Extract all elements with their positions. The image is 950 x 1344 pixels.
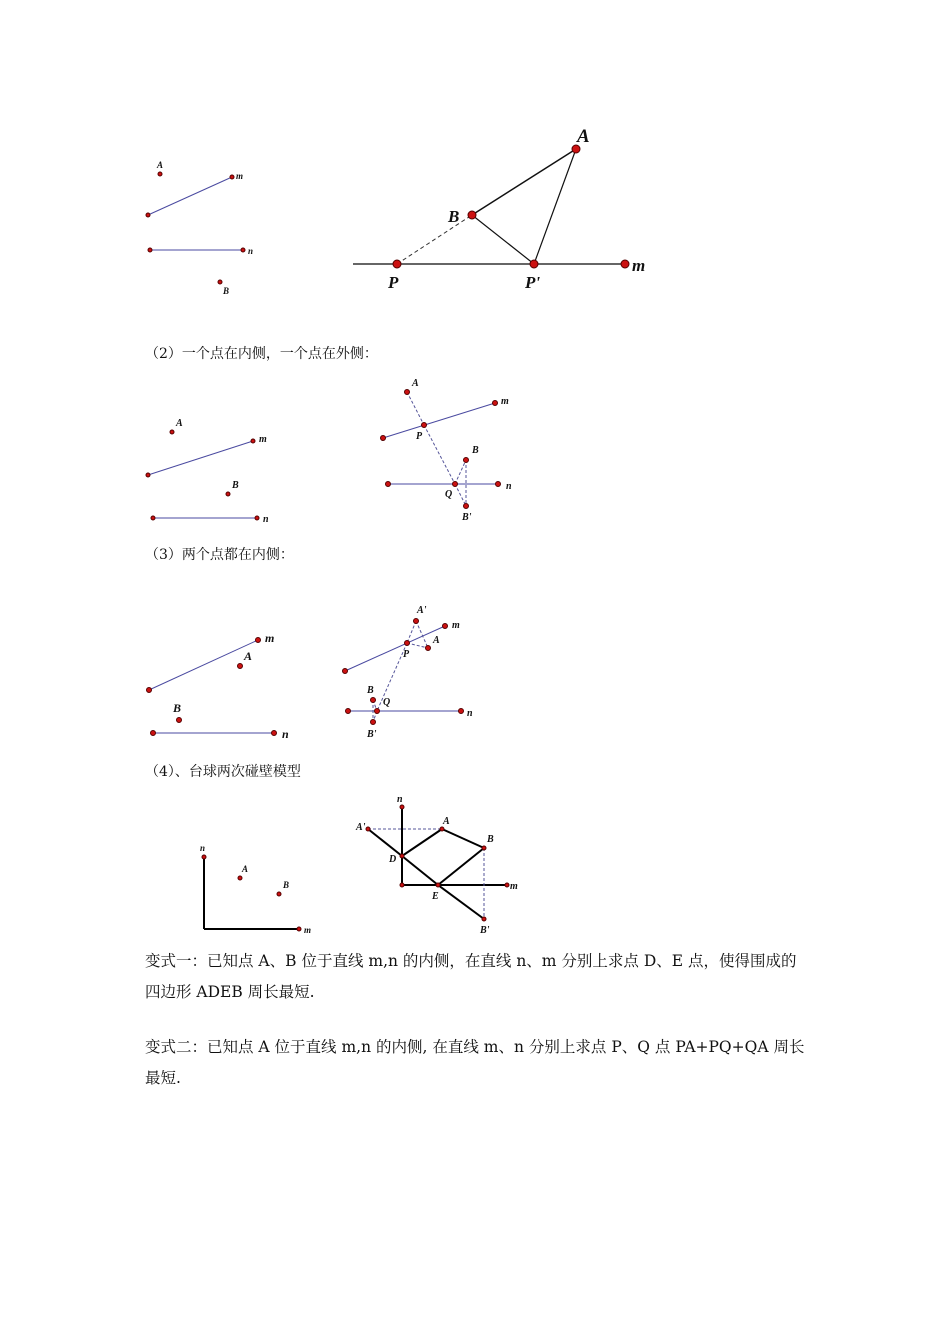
point-b xyxy=(371,698,376,703)
label-m: m xyxy=(236,171,244,181)
point-a-prime xyxy=(366,827,370,831)
point-b-prime xyxy=(482,917,486,921)
point-m-end xyxy=(256,638,261,643)
figure-3-left xyxy=(147,631,290,741)
point-n-end xyxy=(272,731,277,736)
point-b-prime xyxy=(464,504,469,509)
point-q xyxy=(375,709,380,714)
point-b xyxy=(468,211,476,219)
line-m xyxy=(148,441,253,475)
label-a-prime: A' xyxy=(417,605,427,616)
figure-2-left xyxy=(146,418,269,525)
point-b xyxy=(177,718,182,723)
point-n-start xyxy=(346,709,351,714)
label-p: P xyxy=(403,649,410,660)
point-a xyxy=(158,172,162,176)
heading-case-3: （3）两个点都在内侧： xyxy=(145,547,294,563)
dashed-pq xyxy=(424,425,455,484)
label-b: B xyxy=(472,445,479,456)
point-n-end xyxy=(241,248,245,252)
label-a: A xyxy=(242,864,249,874)
point-b xyxy=(226,492,230,496)
point-m-end xyxy=(297,927,301,931)
point-m-end xyxy=(493,401,498,406)
label-b: B xyxy=(367,685,374,696)
point-q xyxy=(453,482,458,487)
dashed-pb xyxy=(397,215,472,264)
point-d xyxy=(400,854,404,858)
point-n-start xyxy=(151,731,156,736)
label-a: A xyxy=(157,160,164,170)
point-e xyxy=(436,883,440,887)
point-m-start xyxy=(147,688,152,693)
segment-ap-prime xyxy=(534,149,576,264)
label-b: B xyxy=(487,834,494,845)
point-p xyxy=(393,260,401,268)
point-n-end xyxy=(496,482,501,487)
label-n: n xyxy=(467,708,473,719)
label-p: P xyxy=(416,431,423,442)
label-p-prime: P' xyxy=(525,273,541,292)
point-m-start xyxy=(381,436,386,441)
label-a-prime: A' xyxy=(356,822,366,833)
segment-eb-prime xyxy=(438,885,484,919)
label-a: A xyxy=(443,816,450,827)
point-m-start xyxy=(343,669,348,674)
label-n: n xyxy=(282,727,289,741)
label-m: m xyxy=(304,925,312,935)
label-b-prime: B' xyxy=(480,925,490,936)
segment-da xyxy=(402,829,442,856)
point-n-start xyxy=(148,248,152,252)
point-b xyxy=(218,280,222,284)
label-n: n xyxy=(263,514,269,525)
segment-a-prime-d xyxy=(368,829,402,856)
label-a: A xyxy=(176,418,183,429)
label-m: m xyxy=(265,631,275,645)
segment-ba xyxy=(472,149,576,215)
point-p xyxy=(405,641,410,646)
label-e: E xyxy=(432,891,439,902)
point-m-end xyxy=(621,260,629,268)
point-n-end xyxy=(202,855,206,859)
label-b-prime: B' xyxy=(462,512,472,523)
point-origin xyxy=(400,883,404,887)
label-n: n xyxy=(506,481,512,492)
dashed-ap xyxy=(407,392,424,425)
label-n: n xyxy=(248,246,254,256)
segment-bp-prime xyxy=(472,215,534,264)
figure-1-right xyxy=(353,126,645,292)
point-b xyxy=(482,846,486,850)
line-m xyxy=(148,177,232,215)
point-n-end xyxy=(459,709,464,714)
dashed-qb xyxy=(455,460,466,484)
segment-be xyxy=(438,848,484,885)
point-b xyxy=(464,458,469,463)
point-b-prime xyxy=(371,720,376,725)
dashed-pa xyxy=(407,643,428,648)
label-m: m xyxy=(632,256,646,275)
label-a: A xyxy=(244,649,253,663)
label-d: D xyxy=(389,854,397,865)
point-b xyxy=(277,892,281,896)
point-m-end xyxy=(230,175,234,179)
point-a xyxy=(238,664,243,669)
point-n-end xyxy=(255,516,259,520)
point-m-end xyxy=(443,624,448,629)
point-m-end xyxy=(505,883,509,887)
line-m xyxy=(383,403,495,438)
label-b: B xyxy=(283,880,290,890)
label-a: A xyxy=(412,378,419,389)
label-q: Q xyxy=(445,489,453,500)
point-m-start xyxy=(146,473,150,477)
segment-de xyxy=(402,856,438,885)
label-m: m xyxy=(259,434,267,445)
label-a: A xyxy=(577,126,590,147)
figure-3-right xyxy=(343,605,474,740)
label-a: A xyxy=(433,635,440,646)
point-p-prime xyxy=(530,260,538,268)
label-b: B xyxy=(448,207,460,226)
point-m-start xyxy=(146,213,150,217)
label-b: B xyxy=(232,480,239,491)
variant-2-paragraph: 变式二：已知点 A 位于直线 m,n 的内侧, 在直线 m、n 分别上求点 P、Q 点 PA+PQ+QA 周长最短. xyxy=(145,1038,805,1087)
label-b: B xyxy=(223,286,230,296)
point-n-end xyxy=(400,805,404,809)
label-p: P xyxy=(388,273,399,292)
label-m: m xyxy=(452,620,460,631)
dashed-qb-prime xyxy=(455,484,466,506)
segment-ab xyxy=(442,829,484,848)
label-q: Q xyxy=(383,697,391,708)
label-m: m xyxy=(510,881,518,892)
label-b-prime: B' xyxy=(367,729,377,740)
label-n: n xyxy=(200,843,206,853)
variant-1-paragraph: 变式一：已知点 A、B 位于直线 m,n 的内侧，在直线 n、m 分别上求点 D、E 点，使得围成的四边形 ADEB 周长最短. xyxy=(145,952,797,1001)
point-a xyxy=(440,827,444,831)
point-n-start xyxy=(151,516,155,520)
figure-1-left xyxy=(146,160,253,296)
figure-4-right xyxy=(355,794,518,936)
point-a xyxy=(238,876,242,880)
point-p xyxy=(422,423,427,428)
point-a xyxy=(405,390,410,395)
figure-4-left xyxy=(200,843,311,935)
point-n-start xyxy=(386,482,391,487)
figure-2-right xyxy=(381,378,513,523)
label-m: m xyxy=(501,396,509,407)
point-a xyxy=(170,430,174,434)
heading-case-4: （4）、台球两次碰壁模型 xyxy=(145,764,301,780)
point-m-end xyxy=(251,439,255,443)
heading-case-2: （2）一个点在内侧，一个点在外侧： xyxy=(145,346,378,362)
label-n: n xyxy=(397,794,403,805)
point-a-prime xyxy=(414,619,419,624)
point-a xyxy=(426,646,431,651)
label-b: B xyxy=(173,701,182,715)
